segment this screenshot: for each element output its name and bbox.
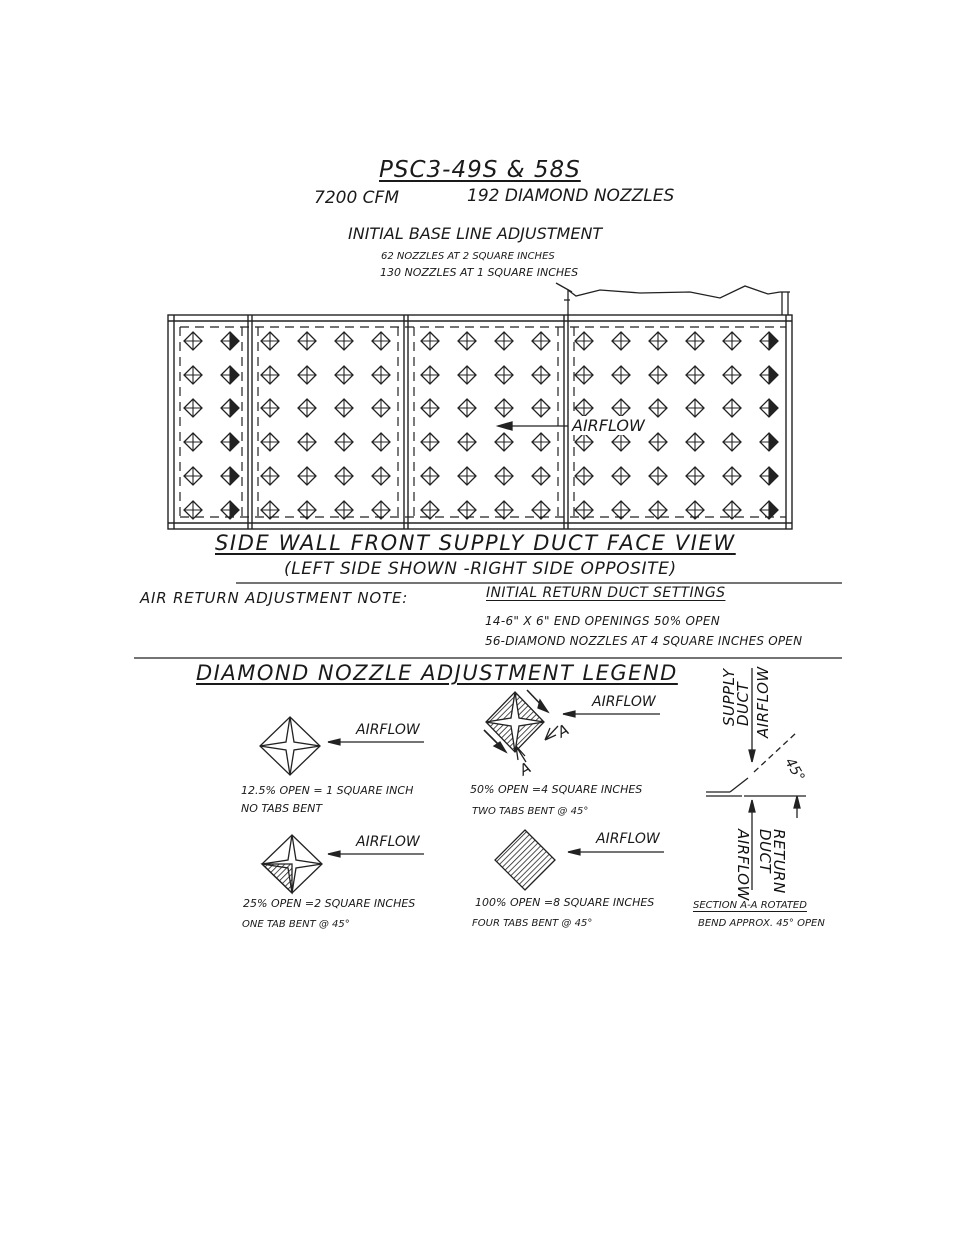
diamond-nozzle-3-1-2 [421,366,439,384]
diamond-nozzle-3-3-4 [495,433,513,451]
diamond-nozzle-2-2-2 [298,366,316,384]
legend-item3-line2: ONE TAB BENT @ 45° [242,919,350,930]
diamond-nozzle-3-1-6 [421,501,439,519]
legend-airflow-2: AIRFLOW [592,694,656,710]
return-note-line1: 14-6" X 6" END OPENINGS 50% OPEN [485,614,720,628]
diamond-nozzle-4-1-2 [575,366,593,384]
nozzle-grid [184,332,778,519]
diamond-nozzle-1-1-2 [184,366,202,384]
diamond-nozzle-4-1-1 [575,332,593,350]
legend-diamond-100 [495,830,555,890]
drawing-title: PSC3-49S & 58S [379,157,581,183]
legend-title: DIAMOND NOZZLE ADJUSTMENT LEGEND [196,661,678,685]
diamond-nozzle-2-2-3 [298,399,316,417]
diamond-nozzle-4-6-4 [760,433,778,451]
diamond-nozzle-4-2-5 [612,467,630,485]
diamond-nozzle-2-1-5 [261,467,279,485]
diamond-nozzle-2-3-4 [335,433,353,451]
diamond-nozzle-2-3-3 [335,399,353,417]
diamond-nozzle-3-4-2 [532,366,550,384]
diamond-nozzle-2-4-6 [372,501,390,519]
diamond-nozzle-4-3-3 [649,399,667,417]
diamond-nozzle-4-4-5 [686,467,704,485]
legend-item2-line1: 50% OPEN =4 SQUARE INCHES [470,783,643,796]
diamond-nozzle-4-4-4 [686,433,704,451]
return-note-label: AIR RETURN ADJUSTMENT NOTE: [140,589,409,607]
diamond-nozzle-4-3-5 [649,467,667,485]
diamond-nozzle-3-1-1 [421,332,439,350]
diamond-nozzle-4-1-6 [575,501,593,519]
baseline-line1: 62 NOZZLES AT 2 SQUARE INCHES [381,251,555,262]
duct-airflow-label: AIRFLOW [572,416,645,435]
diamond-nozzle-4-2-6 [612,501,630,519]
diamond-nozzle-4-2-2 [612,366,630,384]
diamond-nozzle-4-5-6 [723,501,741,519]
diamond-nozzle-2-4-5 [372,467,390,485]
legend-item4-line2: FOUR TABS BENT @ 45° [472,918,593,929]
diamond-nozzle-2-4-3 [372,399,390,417]
diamond-nozzle-1-1-4 [184,433,202,451]
diamond-nozzle-3-4-5 [532,467,550,485]
legend-diamond-12-5 [260,717,320,775]
diamond-nozzle-2-4-4 [372,433,390,451]
diamond-nozzle-3-2-6 [458,501,476,519]
diamond-nozzle-4-6-6 [760,501,778,519]
diamond-nozzle-3-1-4 [421,433,439,451]
diamond-nozzle-3-3-1 [495,332,513,350]
diamond-nozzle-4-3-6 [649,501,667,519]
diamond-nozzle-3-3-6 [495,501,513,519]
diamond-nozzle-3-2-5 [458,467,476,485]
return-note-line2: 56-DIAMOND NOZZLES AT 4 SQUARE INCHES OPEN [485,634,803,648]
diamond-nozzle-1-1-5 [184,467,202,485]
return-note-heading: INITIAL RETURN DUCT SETTINGS [486,585,726,601]
legend-item3-line1: 25% OPEN =2 SQUARE INCHES [243,897,416,910]
section-mark-a-1: A [554,720,573,742]
diamond-nozzle-1-2-1 [221,332,239,350]
diamond-nozzle-2-1-1 [261,332,279,350]
section-caption2: BEND APPROX. 45° OPEN [698,918,825,929]
diamond-nozzle-3-2-4 [458,433,476,451]
diamond-nozzle-2-1-4 [261,433,279,451]
diamond-nozzle-3-2-1 [458,332,476,350]
diamond-nozzle-1-1-1 [184,332,202,350]
diamond-nozzle-2-1-6 [261,501,279,519]
diamond-nozzle-4-5-3 [723,399,741,417]
diamond-nozzle-4-4-3 [686,399,704,417]
diamond-nozzle-2-4-2 [372,366,390,384]
diamond-nozzle-4-1-5 [575,467,593,485]
diamond-nozzle-3-4-3 [532,399,550,417]
diamond-nozzle-4-2-3 [612,399,630,417]
diamond-nozzle-4-1-3 [575,399,593,417]
duct-view-title: SIDE WALL FRONT SUPPLY DUCT FACE VIEW [215,531,736,555]
diamond-nozzle-1-2-6 [221,501,239,519]
diamond-nozzle-4-6-5 [760,467,778,485]
diamond-nozzle-3-3-3 [495,399,513,417]
diamond-nozzle-2-2-4 [298,433,316,451]
section-supply-duct: SUPPLY DUCT [720,668,752,726]
diamond-nozzle-3-4-4 [532,433,550,451]
section-return-duct: RETURN DUCT [756,829,788,894]
legend-item2-line2: TWO TABS BENT @ 45° [472,806,589,817]
diamond-nozzle-2-1-2 [261,366,279,384]
diamond-nozzle-4-6-1 [760,332,778,350]
cfm-label: 7200 CFM [314,188,399,208]
legend-airflow-4: AIRFLOW [596,831,660,847]
diamond-nozzle-4-4-6 [686,501,704,519]
section-caption1: SECTION A-A ROTATED [693,900,807,911]
diamond-nozzle-4-2-4 [612,433,630,451]
diamond-nozzle-3-4-6 [532,501,550,519]
diamond-nozzle-3-2-2 [458,366,476,384]
duct-dashed-seams [180,327,786,517]
diamond-nozzle-4-1-4 [575,433,593,451]
diamond-nozzle-2-4-1 [372,332,390,350]
diamond-nozzle-2-3-6 [335,501,353,519]
diamond-nozzle-2-1-3 [261,399,279,417]
section-angle: 45° [781,755,808,785]
nozzle-count-label: 192 DIAMOND NOZZLES [467,186,675,206]
diamond-nozzle-2-2-6 [298,501,316,519]
legend-item4-line1: 100% OPEN =8 SQUARE INCHES [475,896,655,909]
diamond-nozzle-2-3-5 [335,467,353,485]
legend-airflow-1: AIRFLOW [356,722,420,738]
diamond-nozzle-2-3-2 [335,366,353,384]
diamond-nozzle-4-6-3 [760,399,778,417]
diamond-nozzle-1-2-4 [221,433,239,451]
diamond-nozzle-1-1-6 [184,501,202,519]
diamond-nozzle-4-4-2 [686,366,704,384]
diamond-nozzle-4-5-2 [723,366,741,384]
duct-view-subtitle: (LEFT SIDE SHOWN -RIGHT SIDE OPPOSITE) [284,559,677,579]
diamond-nozzle-4-5-5 [723,467,741,485]
diamond-nozzle-4-3-4 [649,433,667,451]
diamond-nozzle-3-1-3 [421,399,439,417]
diamond-nozzle-3-2-3 [458,399,476,417]
baseline-line2: 130 NOZZLES AT 1 SQUARE INCHES [380,266,579,279]
diamond-nozzle-2-3-1 [335,332,353,350]
section-mark-a-2: A [516,758,535,780]
legend-airflow-3: AIRFLOW [356,834,420,850]
section-supply-airflow: AIRFLOW [754,666,772,738]
diamond-nozzle-3-3-2 [495,366,513,384]
duct-break-line [556,283,790,315]
diamond-nozzle-1-2-5 [221,467,239,485]
diamond-nozzle-3-4-1 [532,332,550,350]
diamond-nozzle-1-2-2 [221,366,239,384]
diamond-nozzle-4-2-1 [612,332,630,350]
section-return-airflow: AIRFLOW [734,829,752,901]
legend-diamond-50 [484,690,558,762]
diamond-nozzle-1-2-3 [221,399,239,417]
diamond-nozzle-4-3-1 [649,332,667,350]
baseline-subtitle: INITIAL BASE LINE ADJUSTMENT [348,224,603,243]
diamond-nozzle-4-5-1 [723,332,741,350]
legend-item1-line2: NO TABS BENT [241,802,323,815]
legend-item1-line1: 12.5% OPEN = 1 SQUARE INCH [241,784,414,797]
legend-diamond-25 [262,835,322,893]
diamond-nozzle-4-5-4 [723,433,741,451]
diamond-nozzle-1-1-3 [184,399,202,417]
diamond-nozzle-2-2-5 [298,467,316,485]
diamond-nozzle-3-3-5 [495,467,513,485]
diamond-nozzle-4-4-1 [686,332,704,350]
diamond-nozzle-3-1-5 [421,467,439,485]
diamond-nozzle-4-3-2 [649,366,667,384]
diamond-nozzle-2-2-1 [298,332,316,350]
diamond-nozzle-4-6-2 [760,366,778,384]
